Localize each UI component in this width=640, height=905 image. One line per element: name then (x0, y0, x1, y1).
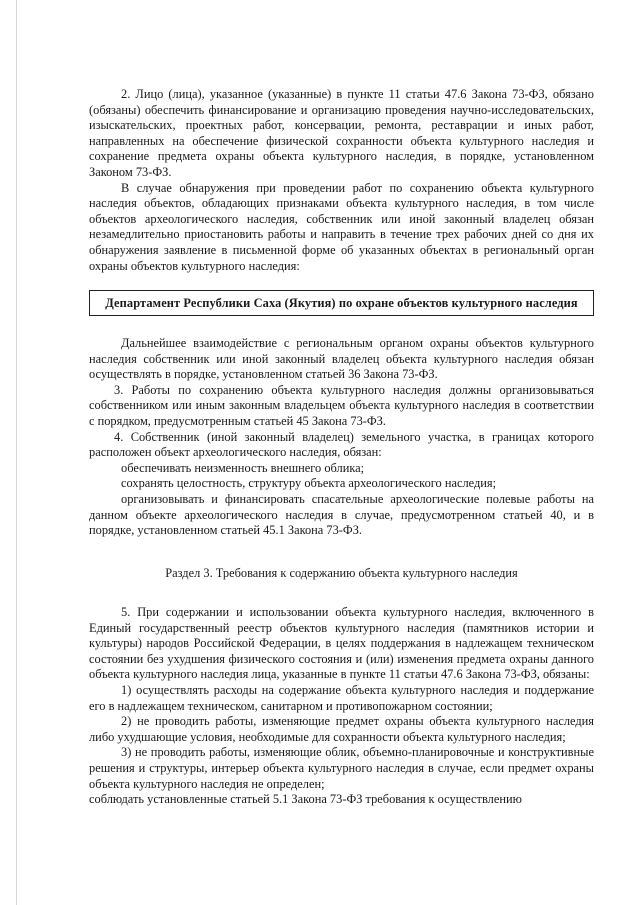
paragraph-item-2: 2. Лицо (лица), указанное (указанные) в пункте 11 статьи 47.6 Закона 73-ФЗ, обязано (обязаны) обеспечить финансирование и организацию проведения научно-исследовательских, изыскательских, проектных работ, консервации, ремонта, реставрации и иных работ, направленных на обеспечение физической сохранности объекта культурного наследия и сохранение предмета охраны объекта культурного наследия, в порядке, установленном Законом 73-ФЗ. (89, 87, 594, 179)
authority-box: Департамент Республики Саха (Якутия) по охране объектов культурного наследия (89, 290, 594, 316)
obligation-item: обеспечивать неизменность внешнего облика; (121, 460, 365, 475)
subitem-1: 1) осуществлять расходы на содержание объекта культурного наследия и поддержание его в надлежащем техническом, санитарном и противопожарном состоянии; (89, 682, 594, 713)
section3-heading: Раздел 3. Требования к содержанию объекта культурного наследия (165, 566, 518, 580)
paragraph-item-4: 4. Собственник (иной законный владелец) земельного участка, в границах которого расположен объект археологического наследия, обязан: (89, 429, 594, 460)
section3-block (89, 605, 594, 808)
paragraph-item-3: 3. Работы по сохранению объекта культурного наследия должны организовываться собственником или иным законным владельцем объекта культурного наследия в соответствии с порядком, предусмотренным статьей 45 Закона 73-ФЗ. (89, 382, 594, 428)
scan-edge-shadow (16, 0, 17, 905)
subitem-3: 3) не проводить работы, изменяющие облик, объемно-планировочные и конструктивные решения и структуры, интерьер объекта культурного наследия в случае, если предмет охраны объекта культурного наследия не определен; (89, 745, 594, 791)
paragraph-further-interaction: Дальнейшее взаимодействие с региональным органом охраны объектов культурного наследия собственник или иной законный владелец объекта культурного наследия обязан осуществлять в порядке, установленном статьей 36 Закона 73-ФЗ. (89, 336, 594, 382)
paragraph-requirements-continuation: соблюдать установленные статьей 5.1 Закона 73-ФЗ требования к осуществлению (89, 792, 522, 807)
subitem-2: 2) не проводить работы, изменяющие предмет охраны объекта культурного наследия либо ухудшающие условия, необходимые для сохранности объекта культурного наследия; (89, 714, 594, 744)
obligation-item: сохранять целостность, структуру объекта археологического наследия; (121, 476, 497, 491)
obligation-item: организовывать и финансировать спасательные археологические полевые работы на данном объекте археологического наследия в случае, предусмотренном статьей 40, и в порядке, установленном статьей 45.1 Закона 73-ФЗ. (89, 491, 594, 538)
interaction-block (89, 336, 594, 539)
paragraph-item-5: 5. При содержании и использовании объекта культурного наследия, включенного в Единый государственный реестр объектов культурного наследия (памятников истории и культуры) народов Российской Федерации, в целях поддержания в надлежащем техническом состоянии без ухудшения физического состояния и (или) изменения предмета охраны данного объекта культурного наследия лица, указанные в пункте 11 статьи 47.6 Закона 73-ФЗ, обязаны: (89, 605, 594, 682)
paragraph-archaeology-discovery: В случае обнаружения при проведении работ по сохранению объекта культурного наследия объектов, обладающих признаками объекта культурного наследия, в том числе объектов археологического наследия, собственник или иной законный владелец обязан незамедлительно приостановить работы и направить в течение трех рабочих дней со дня их обнаружения заявление в письменной форме об указанных объектах в региональный орган охраны объектов культурного наследия: (89, 180, 594, 273)
section2-block (89, 87, 594, 274)
